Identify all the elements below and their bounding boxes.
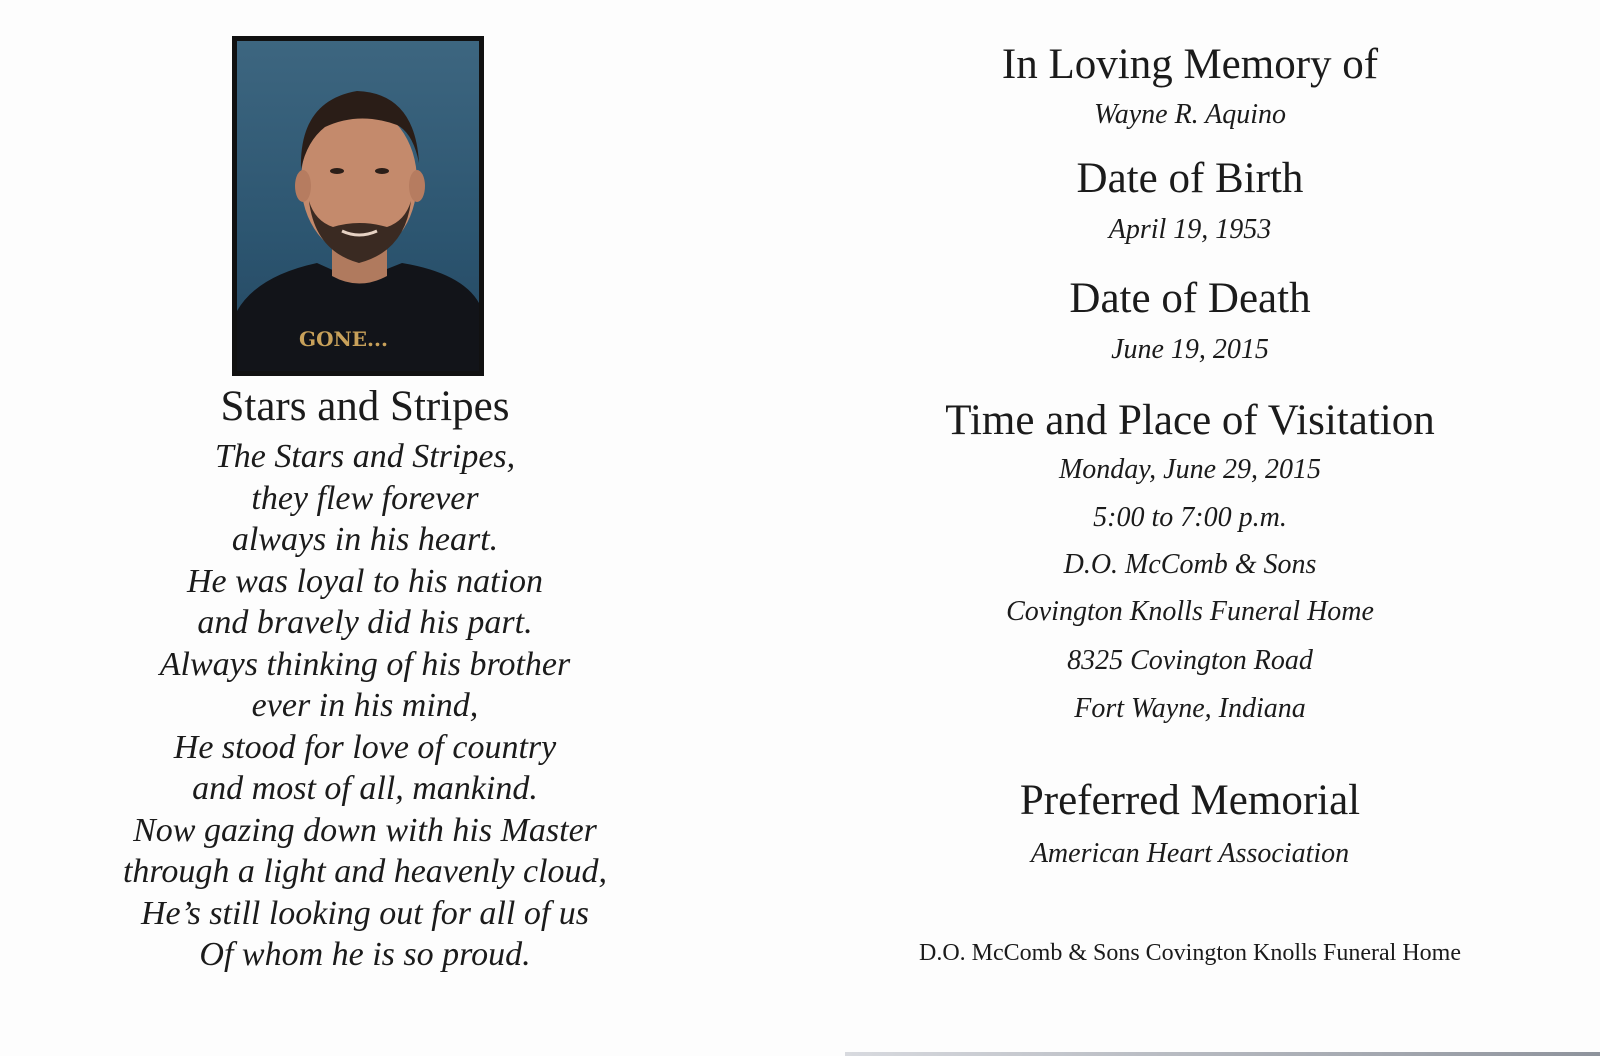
poem-line: He was loyal to his nation	[186, 562, 544, 600]
visitation-address: 8325 Covington Road	[1067, 645, 1313, 676]
poem-line: ever in his mind,	[251, 687, 479, 724]
poem-title: Stars and Stripes	[220, 383, 510, 430]
birth-heading: Date of Birth	[1076, 155, 1304, 202]
right-panel	[860, 0, 1560, 1056]
poem-line: He’s still looking out for all of us	[140, 894, 589, 932]
poem-line: through a light and heavenly cloud,	[122, 853, 608, 890]
poem-line: Of whom he is so proud.	[199, 936, 531, 973]
visitation-venue-name: Covington Knolls Funeral Home	[1006, 596, 1374, 627]
visitation-date: Monday, June 29, 2015	[1058, 454, 1322, 485]
portrait-photo	[237, 41, 479, 371]
poem-line: He stood for love of country	[173, 728, 557, 766]
poem-line: Now gazing down with his Master	[133, 811, 597, 849]
poem-line: and most of all, mankind.	[192, 770, 538, 807]
portrait-photo-illustration	[237, 41, 479, 371]
death-date: June 19, 2015	[1111, 334, 1269, 365]
visitation-heading: Time and Place of Visitation	[945, 397, 1435, 444]
memorial-value: American Heart Association	[1030, 838, 1350, 869]
poem-line: always in his heart.	[231, 521, 499, 558]
poem-line: The Stars and Stripes,	[214, 438, 516, 475]
visitation-time: 5:00 to 7:00 p.m.	[1093, 502, 1287, 533]
poem-line: they flew forever	[251, 479, 479, 517]
left-panel	[40, 0, 690, 1056]
visitation-city: Fort Wayne, Indiana	[1074, 693, 1306, 724]
poem-line: and bravely did his part.	[197, 604, 533, 641]
memory-heading: In Loving Memory of	[1001, 41, 1379, 88]
funeral-home-footer: D.O. McComb & Sons Covington Knolls Funeral Home	[918, 940, 1461, 966]
scan-edge-divider	[845, 1052, 1600, 1056]
poem	[40, 436, 690, 976]
portrait-photo-frame	[232, 36, 484, 376]
birth-date: April 19, 1953	[1108, 214, 1272, 245]
visitation-venue: D.O. McComb & Sons	[1063, 549, 1317, 580]
shirt-print-text: GONE...	[299, 327, 388, 351]
memorial-heading: Preferred Memorial	[1019, 777, 1361, 824]
deceased-name: Wayne R. Aquino	[1093, 99, 1287, 130]
poem-line: Always thinking of his brother	[159, 645, 571, 683]
death-heading: Date of Death	[1069, 275, 1311, 322]
